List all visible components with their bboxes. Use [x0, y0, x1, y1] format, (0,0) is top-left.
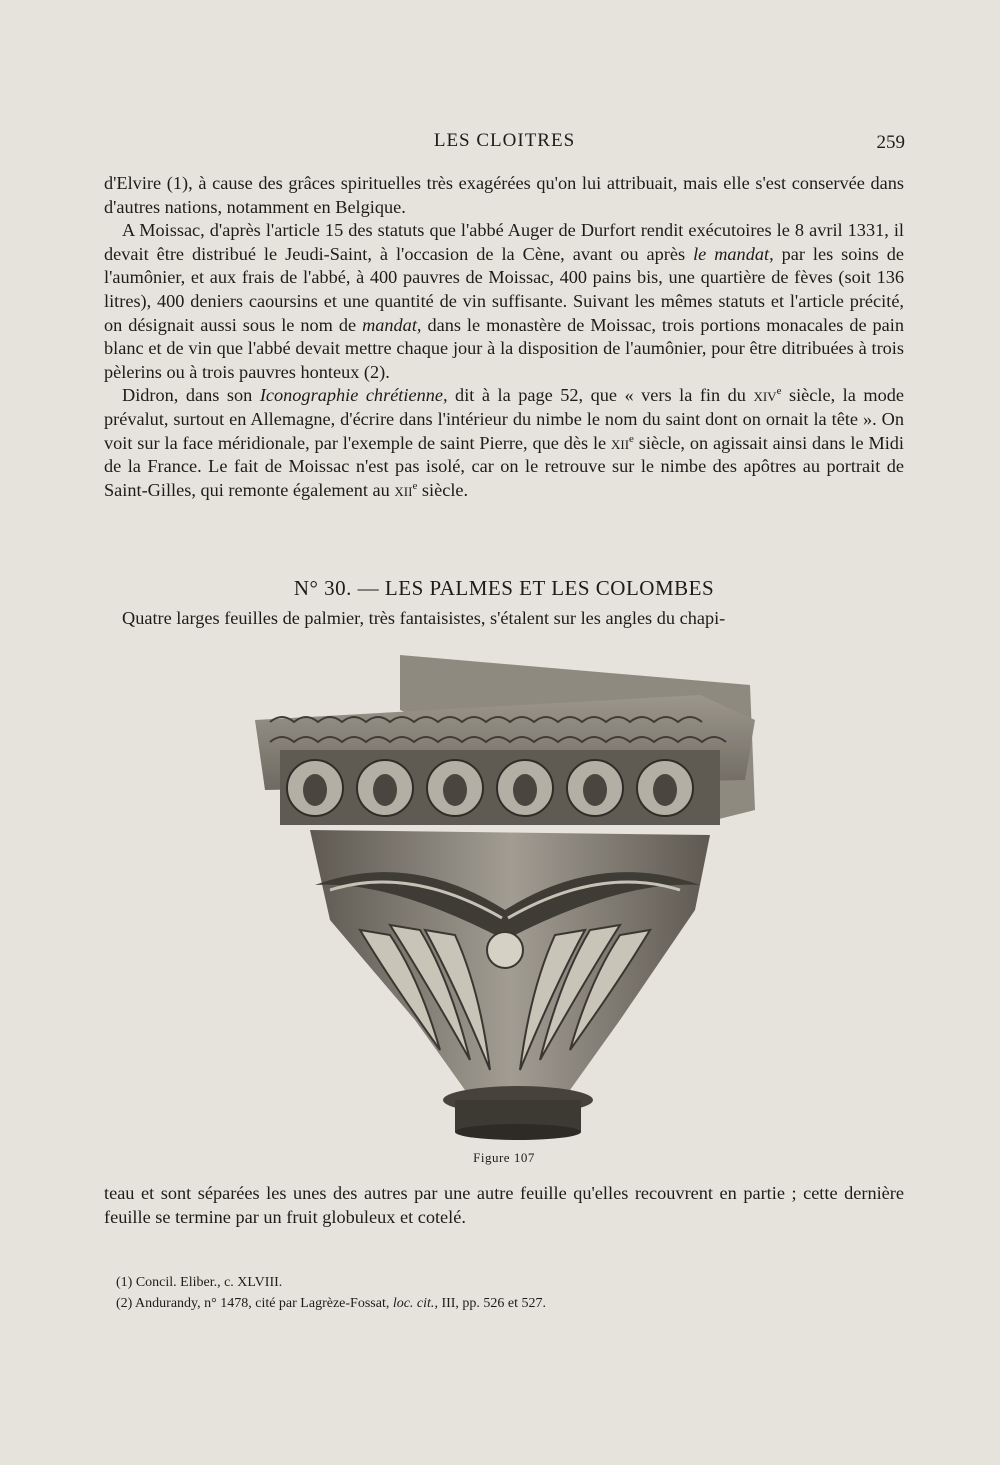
- capital-illustration: [240, 650, 780, 1140]
- central-fruit: [487, 932, 523, 968]
- paragraph-3: [104, 384, 904, 502]
- page-header: [104, 128, 905, 158]
- century-numeral: xii: [394, 479, 413, 500]
- paragraph-2-text-a: A Moissac, d'après l'article 15 des statuts que l'abbé Auger de Durfort rendit exécutoires le 8 avril 1331, il devait être distribué le Jeudi-Saint, à l'occasion de la Cène, avant ou après: [104, 220, 904, 264]
- paragraph-3-italic: Iconographie chrétienne,: [259, 385, 448, 406]
- footnote-1: (1) Concil. Eliber., c. XLVIII.: [116, 1275, 283, 1290]
- paragraph-3-text-c: siècle, la mode prévalut, surtout en Allemagne, d'écrire dans l'intérieur du nimbe le nom du saint dont on ornait la tête ». On voit sur la face méridionale, par l'exemple de saint Pierre, que dès le: [104, 385, 904, 453]
- body-text-lower: [104, 1182, 904, 1229]
- running-title: LES CLOITRES: [433, 130, 576, 151]
- paragraph-4: Quatre larges feuilles de palmier, très fantaisistes, s'étalent sur les angles du chapi-: [122, 608, 726, 628]
- century-suffix: e: [776, 385, 782, 398]
- century-numeral: xiv: [753, 385, 777, 406]
- paragraph-1: [104, 172, 904, 219]
- section-heading: N° 30. — LES PALMES ET LES COLOMBES: [293, 576, 715, 600]
- footnote-2: [116, 1293, 906, 1314]
- paragraph-1-text: d'Elvire (1), à cause des grâces spirituelles très exagérées qu'on lui attribuait, mais elle s'est conservée dans d'autres nations, notamment en Belgique.: [104, 173, 904, 217]
- paragraph-3-text-a: Didron, dans son: [122, 385, 260, 406]
- body-text-upper: [104, 172, 904, 502]
- paragraph-2-text-b: par les soins de l'aumônier, et aux frais de l'abbé, à 400 pauvres de Moissac, 400 pains bis, une quartière de fèves (soit 136 litres), 400 deniers caoursins et une quantité de vin suffisante. Suivant les mêmes statuts et l'article précité, on désignait aussi sous le nom de: [104, 243, 904, 335]
- figure-caption: Figure 107: [473, 1150, 535, 1165]
- paragraph-2-text-c: dans le monastère de Moissac, trois portions monacales de pain blanc et de vin que l'abbé devait mettre chaque jour à la disposition de l'aumônier, pour être ditribuées à trois pèlerins ou à trois pauvres honteux (2).: [104, 314, 905, 382]
- paragraph-2: [104, 219, 904, 384]
- footnote-2-italic: loc. cit.: [392, 1296, 435, 1311]
- footnote-2-text-b: , III, pp. 526 et 527.: [434, 1296, 547, 1311]
- century-numeral: xii: [611, 432, 630, 453]
- body-text-intro: [104, 607, 904, 631]
- paragraph-3-text-b: dit à la page 52, que « vers la fin du: [447, 385, 754, 406]
- paragraph-5: teau et sont séparées les unes des autres par une autre feuille qu'elles recouvrent en partie ; cette dernière feuille se termine par un fruit globuleux et cotelé.: [104, 1183, 904, 1227]
- century-suffix: e: [412, 479, 418, 492]
- paragraph-2-italic-b: mandat,: [362, 314, 422, 335]
- century-suffix: e: [629, 432, 634, 445]
- paragraph-3-text-e: siècle.: [417, 479, 469, 500]
- footnotes: [116, 1272, 906, 1314]
- page-number: 259: [876, 132, 905, 153]
- footnote-2-text-a: (2) Andurandy, n° 1478, cité par Lagrèze-Fossat,: [116, 1296, 393, 1311]
- paragraph-3-text-d: siècle, on agissait ainsi dans le Midi de la France. Le fait de Moissac n'est pas isolé, car on le retrouve sur le nimbe des apôtres au portrait de Saint-Gilles, qui remonte également au: [104, 432, 905, 500]
- paragraph-2-italic-a: le mandat,: [693, 243, 774, 264]
- figure-capital-photo: [240, 650, 780, 1140]
